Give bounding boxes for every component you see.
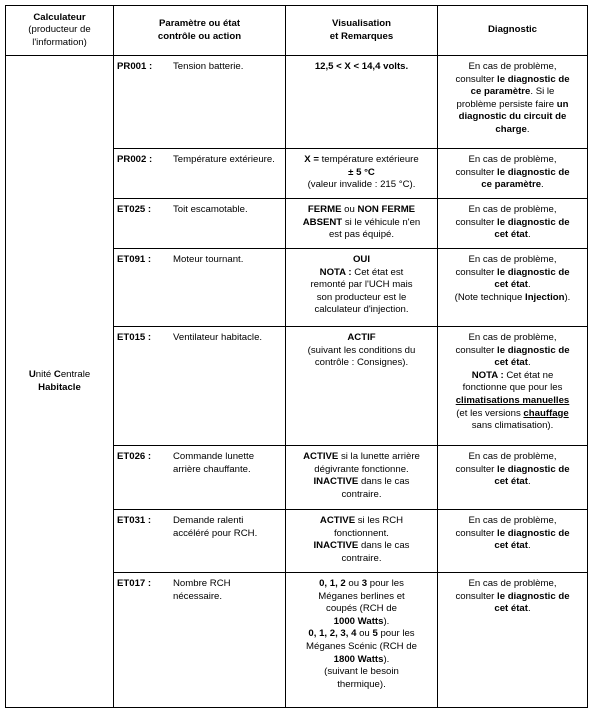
- vis-l1c: NON FERME: [357, 204, 416, 215]
- header-param-line1: Paramètre ou état: [158, 17, 241, 29]
- vis-cell: [286, 56, 438, 149]
- vis-l3: est pas équipé.: [328, 229, 395, 241]
- vis-l5d: pour les: [377, 628, 415, 640]
- vis-l1: [289, 204, 434, 217]
- vis-l1: [289, 154, 434, 167]
- vis-l1b: ou: [345, 578, 362, 589]
- vis-l1a: 0, 1, 2: [319, 578, 346, 589]
- vis-l2b: ± 5 °C: [348, 166, 375, 178]
- diag-l2a: consulter: [455, 216, 498, 228]
- vis-l2: [289, 217, 434, 230]
- header-calc-sub2: l'information): [32, 36, 87, 48]
- diag-l2a: consulter: [455, 527, 498, 539]
- diagnostic-table: [5, 5, 588, 708]
- diag-l2a: consulter: [455, 590, 498, 602]
- vis-l2: fonctionnent.: [334, 527, 389, 539]
- vis-l9: thermique).: [337, 678, 386, 690]
- param-label: Demande ralenti accéléré pour RCH.: [173, 515, 258, 539]
- header-calculateur: [6, 6, 114, 56]
- header-row: [6, 6, 588, 56]
- vis-l2a: ABSENT: [302, 216, 343, 228]
- vis-l1b: si les RCH: [355, 515, 404, 526]
- vis-l2: [289, 167, 434, 180]
- vis-l5: [289, 628, 434, 641]
- vis-value: 12,5 < X < 14,4 volts.: [314, 61, 409, 72]
- diag-l4b: Cet état ne: [503, 369, 554, 381]
- calculator-cell: [6, 56, 114, 708]
- diag-l3a: cet état: [494, 603, 528, 615]
- diag-l5b: diagnostic du circuit de: [458, 111, 567, 123]
- diag-l2: [441, 591, 584, 604]
- diag-l1: En cas de problème,: [468, 154, 557, 165]
- diag-cell: [438, 199, 588, 249]
- diag-l3b: .: [527, 476, 531, 488]
- vis-l3b: dans le cas: [358, 476, 410, 488]
- vis-l2: (suivant les conditions du: [307, 344, 416, 356]
- vis-l8: (suivant le besoin: [324, 666, 399, 678]
- diag-l5: fonctionne que pour les: [462, 382, 563, 394]
- vis-cell: [286, 199, 438, 249]
- diag-l4b: Injection: [525, 291, 565, 303]
- diag-l3b: .: [527, 279, 531, 291]
- vis-cell: [286, 149, 438, 199]
- diag-l2: [441, 167, 584, 180]
- param-cell: [114, 249, 286, 327]
- diag-l4: [441, 370, 584, 383]
- header-calc-title: Calculateur: [33, 11, 86, 23]
- vis-l1b: OUI: [352, 254, 371, 265]
- diag-l3: [441, 603, 584, 616]
- vis-l1c: 3: [361, 578, 368, 589]
- vis-l5a: 0, 1, 2, 3, 4: [308, 628, 357, 640]
- diag-l2: [441, 528, 584, 541]
- diag-l2: [441, 267, 584, 280]
- vis-l2a: NOTA :: [319, 266, 352, 278]
- diag-l3a: cet état: [494, 279, 528, 291]
- vis-l1b: ACTIF: [347, 332, 376, 343]
- header-diag: Diagnostic: [487, 24, 538, 36]
- vis-l5b: ou: [356, 628, 373, 640]
- vis-cell: [286, 446, 438, 510]
- vis-l3: (valeur invalide : 215 °C).: [307, 179, 416, 191]
- vis-l5: calculateur d'injection.: [314, 304, 409, 316]
- vis-l4: contraire.: [341, 552, 382, 564]
- vis-l3: coupés (RCH de: [326, 603, 397, 615]
- vis-l1a: X =: [304, 154, 322, 165]
- diag-l4b: un: [556, 98, 569, 110]
- diag-l2: [441, 464, 584, 477]
- diag-cell: [438, 327, 588, 446]
- diag-l2a: consulter: [455, 266, 498, 278]
- diag-l2b: le diagnostic de: [497, 166, 570, 178]
- vis-l1d: pour les: [367, 578, 404, 589]
- param-code: ET015 :: [117, 332, 152, 343]
- diag-l3b: .: [541, 179, 544, 191]
- param-cell: [114, 446, 286, 510]
- vis-l1: [289, 254, 434, 267]
- diag-l8: sans climatisation).: [471, 420, 554, 432]
- vis-l1a: ACTIVE: [319, 515, 356, 526]
- vis-cell: [286, 327, 438, 446]
- diag-l2: [441, 217, 584, 230]
- vis-l3: [289, 540, 434, 553]
- diag-cell: [438, 149, 588, 199]
- vis-l3: [289, 476, 434, 489]
- diag-l3: [441, 86, 584, 99]
- diag-l3a: cet état: [494, 229, 528, 241]
- calc-l2: Habitacle: [38, 381, 81, 393]
- vis-l1a: ACTIVE: [303, 451, 339, 462]
- diag-l2: [441, 345, 584, 358]
- diag-l4a: (Note technique: [454, 291, 526, 303]
- diag-l7a: (et les versions: [456, 407, 524, 419]
- vis-l2: Méganes berlines et: [318, 590, 405, 602]
- diag-cell: [438, 56, 588, 149]
- vis-l5c: 5: [372, 628, 378, 640]
- vis-l7b: ).: [383, 653, 390, 665]
- diag-l7: [441, 408, 584, 421]
- diag-l1: En cas de problème,: [468, 515, 557, 526]
- diag-l3a: cet état: [494, 357, 528, 369]
- diag-l2a: consulter: [455, 166, 498, 178]
- vis-l1b: si la lunette arrière: [338, 451, 420, 462]
- diag-l2b: le diagnostic de: [497, 344, 570, 356]
- param-cell: [114, 510, 286, 573]
- diag-l1: En cas de problème,: [468, 332, 557, 343]
- calc-l1-c: C: [53, 368, 61, 380]
- param-code: PR001 :: [117, 61, 153, 72]
- diag-l3: [441, 179, 584, 192]
- table-row: [6, 56, 588, 149]
- diag-l3a: cet état: [494, 540, 528, 552]
- param-code: ET025 :: [117, 204, 152, 215]
- vis-cell: [286, 249, 438, 327]
- diag-l1: En cas de problème,: [468, 61, 557, 72]
- diag-l3: [441, 357, 584, 370]
- param-label: Température extérieure.: [173, 154, 275, 165]
- vis-l3: remonté par l'UCH mais: [310, 279, 413, 291]
- diag-l2b: le diagnostic de: [497, 463, 570, 475]
- diag-l1: En cas de problème,: [468, 451, 557, 462]
- vis-cell: [286, 573, 438, 708]
- diag-l6a: charge: [495, 123, 527, 135]
- calculator-line2: [6, 382, 113, 395]
- vis-l2b: si le véhicule n'en: [342, 216, 421, 228]
- diag-l2: [441, 74, 584, 87]
- diag-l2b: le diagnostic de: [497, 73, 570, 85]
- param-code: ET026 :: [117, 451, 152, 462]
- header-visualisation: [286, 6, 438, 56]
- vis-l4: [289, 616, 434, 629]
- vis-l7a: 1800 Watts: [333, 653, 384, 665]
- vis-l4: contraire.: [341, 488, 382, 500]
- header-param-line2: contrôle ou action: [157, 30, 242, 42]
- vis-l1a: FERME: [307, 204, 342, 215]
- diag-l2a: consulter: [455, 344, 498, 356]
- header-calc-sub1: (producteur de: [28, 24, 91, 36]
- vis-l4a: 1000 Watts: [333, 615, 384, 627]
- vis-l1b: ou: [341, 204, 358, 215]
- diag-l3b: .: [527, 540, 531, 552]
- diag-l2b: le diagnostic de: [497, 216, 570, 228]
- param-code: PR002 :: [117, 154, 153, 165]
- vis-cell: [286, 510, 438, 573]
- vis-l2: dégivrante fonctionne.: [314, 463, 409, 475]
- calc-l1-pre: U: [28, 368, 36, 380]
- param-code: ET091 :: [117, 254, 152, 265]
- diag-l3: [441, 540, 584, 553]
- param-code: ET031 :: [117, 515, 152, 526]
- param-label: Tension batterie.: [173, 61, 244, 72]
- diag-l1: En cas de problème,: [468, 204, 557, 215]
- diag-l2a: consulter: [455, 463, 498, 475]
- vis-l1: [289, 515, 434, 528]
- diag-l7b: chauffage: [523, 407, 569, 419]
- diag-l2b: le diagnostic de: [497, 590, 570, 602]
- vis-l3b: dans le cas: [358, 540, 410, 552]
- vis-l3: contrôle : Consignes).: [314, 357, 409, 369]
- param-cell: [114, 56, 286, 149]
- vis-l2b: Cet état est: [351, 266, 404, 278]
- vis-l6: Méganes Scénic (RCH de: [306, 640, 417, 652]
- diag-l6: [441, 124, 584, 137]
- vis-l2: [289, 267, 434, 280]
- vis-l3a: INACTIVE: [313, 476, 359, 488]
- diag-l6: [441, 395, 584, 408]
- diag-l4: [441, 99, 584, 112]
- header-vis-line1: Visualisation: [331, 17, 391, 29]
- diag-cell: [438, 573, 588, 708]
- vis-l4: son producteur est le: [316, 291, 407, 303]
- diag-l2a: consulter: [455, 73, 498, 85]
- diag-l6u: climatisations manuelles: [455, 394, 570, 406]
- diag-l2b: le diagnostic de: [497, 266, 570, 278]
- diag-l4a: problème persiste faire: [456, 98, 557, 110]
- diag-l3a: ce paramètre: [470, 86, 531, 98]
- diag-cell: [438, 446, 588, 510]
- param-label: Nombre RCH nécessaire.: [173, 578, 231, 602]
- diag-l3: [441, 476, 584, 489]
- vis-l1: [289, 332, 434, 345]
- diag-l4a: NOTA :: [471, 369, 504, 381]
- param-cell: [114, 199, 286, 249]
- diag-l4: [441, 292, 584, 305]
- header-diagnostic: [438, 6, 588, 56]
- diag-l3b: .: [527, 603, 531, 615]
- param-label: Toit escamotable.: [173, 204, 248, 215]
- vis-l3a: INACTIVE: [313, 540, 359, 552]
- calc-l1-mid: nité: [35, 368, 54, 380]
- diag-l1: En cas de problème,: [468, 254, 557, 265]
- param-code: ET017 :: [117, 578, 152, 589]
- diag-l2b: le diagnostic de: [497, 527, 570, 539]
- diag-l1: En cas de problème,: [468, 578, 557, 589]
- diag-l3a: cet état: [494, 476, 528, 488]
- vis-l1: [289, 451, 434, 464]
- diag-l4c: ).: [564, 291, 571, 303]
- vis-l4b: ).: [383, 615, 390, 627]
- diag-cell: [438, 510, 588, 573]
- diag-l3a: ce paramètre: [481, 179, 542, 191]
- diag-l3: [441, 229, 584, 242]
- diag-l3: [441, 279, 584, 292]
- param-label: Ventilateur habitacle.: [173, 332, 263, 343]
- header-vis-line2: et Remarques: [329, 30, 394, 42]
- vis-l1b: température extérieure: [321, 154, 419, 165]
- vis-l1: [289, 578, 434, 591]
- param-label: Commande lunette arrière chauffante.: [173, 451, 255, 475]
- param-cell: [114, 573, 286, 708]
- diag-l3b: .: [527, 357, 531, 369]
- diag-l3b: .: [527, 229, 531, 241]
- calculator-line1: [6, 369, 113, 382]
- calc-l1-post: entrale: [60, 368, 91, 380]
- param-cell: [114, 327, 286, 446]
- diag-l6b: .: [526, 123, 530, 135]
- diag-l5: [441, 111, 584, 124]
- vis-l7: [289, 654, 434, 667]
- header-parametre: [114, 6, 286, 56]
- diag-l3b: . Si le: [530, 86, 555, 98]
- param-cell: [114, 149, 286, 199]
- param-label: Moteur tournant.: [173, 254, 244, 265]
- diag-cell: [438, 249, 588, 327]
